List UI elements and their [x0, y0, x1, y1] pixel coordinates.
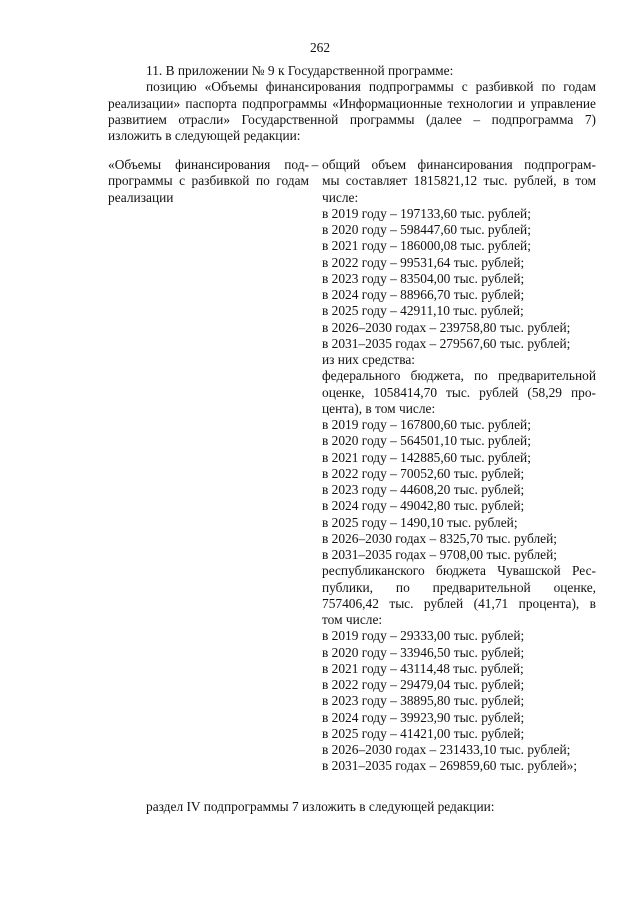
financing-line: в 2024 году – 39923,90 тыс. рублей;: [322, 709, 525, 725]
financing-line: в 2021 году – 142885,60 тыс. рублей;: [322, 449, 531, 465]
financing-line: республиканского бюджета Чувашской Рес-: [322, 563, 596, 579]
financing-line: в 2026–2030 годах – 231433,10 тыс. рублей;: [322, 742, 571, 757]
financing-line: в 2020 году – 598447,60 тыс. рублей;: [322, 222, 531, 237]
financing-line: в 2019 году – 29333,00 тыс. рублей;: [322, 628, 525, 644]
financing-line: в 2021 году – 43114,48 тыс. рублей;: [322, 660, 524, 676]
financing-line: федерального бюджета, по предварительной: [322, 368, 596, 384]
financing-line: в 2025 году – 1490,10 тыс. рублей;: [322, 514, 518, 530]
financing-line: том числе:: [322, 612, 383, 627]
financing-line: в 2025 году – 42911,10 тыс. рублей;: [322, 303, 524, 319]
financing-line: в 2022 году – 99531,64 тыс. рублей;: [322, 254, 525, 270]
financing-line: в 2019 году – 197133,60 тыс. рублей;: [322, 205, 531, 221]
financing-line: 757406,42 тыс. рублей (41,71 процента), в: [322, 595, 596, 611]
closing-line: раздел IV подпрограммы 7 изложить в следующей редакции:: [146, 799, 495, 814]
financing-line: в 2020 году – 564501,10 тыс. рублей;: [322, 433, 531, 449]
financing-line: в 2021 году – 186000,08 тыс. рублей;: [322, 238, 531, 254]
intro-block: [108, 63, 596, 144]
position-label: [108, 157, 309, 206]
financing-line: публики, по предварительной оценке,: [322, 579, 596, 595]
financing-line: в 2023 году – 83504,00 тыс. рублей;: [322, 270, 525, 286]
financing-line: в 2023 году – 38895,80 тыс. рублей;: [322, 693, 525, 709]
financing-line: в 2024 году – 49042,80 тыс. рублей;: [322, 498, 525, 514]
financing-line: в 2022 году – 70052,60 тыс. рублей;: [322, 465, 525, 481]
financing-line: числе:: [322, 189, 359, 205]
financing-line: в 2020 году – 33946,50 тыс. рублей;: [322, 644, 525, 660]
financing-details: [322, 157, 596, 775]
position-label-rest: программы с разбивкой по годам реализации: [108, 173, 309, 205]
financing-line: цента), в том числе:: [322, 400, 436, 416]
financing-line: мы составляет 1815821,12 тыс. рублей, в том: [322, 173, 596, 189]
financing-line: в 2023 году – 44608,20 тыс. рублей;: [322, 482, 525, 497]
position-label-line1: «Объемы финансирования под-: [108, 157, 309, 172]
financing-line: общий объем финансирования подпрограм-: [322, 157, 596, 172]
intro-paragraph: позицию «Объемы финансирования подпрограммы с разбивкой по годам реализации» паспорта подпрограммы «Информационные технологии и управление развитием отрасли» Государственной программы (далее – подпрограмма 7) изложить в следующей редакции:: [108, 79, 596, 143]
financing-line: в 2026–2030 годах – 8325,70 тыс. рублей;: [322, 530, 557, 546]
financing-line: в 2026–2030 годах – 239758,80 тыс. рублей;: [322, 319, 571, 335]
intro-heading: 11. В приложении № 9 к Государственной программе:: [146, 63, 454, 78]
financing-line: в 2031–2035 годах – 269859,60 тыс. рублей»;: [322, 758, 578, 774]
financing-line: в 2024 году – 88966,70 тыс. рублей;: [322, 287, 525, 302]
financing-line: оценке, 1058414,70 тыс. рублей (58,29 про-: [322, 384, 596, 400]
financing-line: в 2025 году – 41421,00 тыс. рублей;: [322, 725, 525, 741]
label-separator: –: [311, 157, 319, 172]
financing-line: из них средства:: [322, 352, 416, 367]
financing-line: в 2022 году – 29479,04 тыс. рублей;: [322, 677, 525, 692]
financing-line: в 2019 году – 167800,60 тыс. рублей;: [322, 417, 531, 432]
page-number: 262: [309, 40, 331, 55]
financing-line: в 2031–2035 годах – 279567,60 тыс. рублей;: [322, 335, 571, 351]
financing-line: в 2031–2035 годах – 9708,00 тыс. рублей;: [322, 547, 557, 562]
